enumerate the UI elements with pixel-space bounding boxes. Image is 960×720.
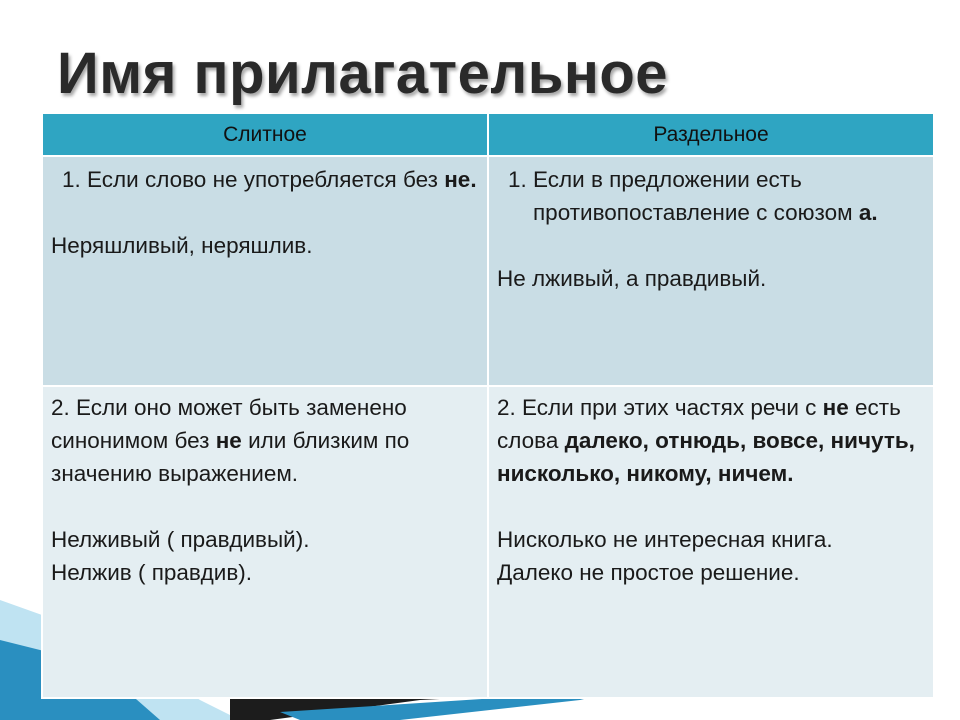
rule-example: Неряшливый, неряшлив. [51, 233, 313, 258]
spelling-rules-table [41, 112, 935, 699]
rule-keyword: не [215, 428, 242, 453]
rule-keyword-list: далеко, отнюдь, вовсе, ничуть, нисколько, никому, ничем. [497, 428, 915, 486]
rule-keyword: не [822, 395, 849, 420]
table-row [42, 386, 934, 698]
rule-example: Нелживый ( правдивый). [51, 527, 310, 552]
rule-text-part: есть слова [497, 395, 901, 453]
rule-text [497, 391, 925, 490]
rule-item [87, 163, 479, 196]
rule-text: Если слово не употребляется без [87, 167, 438, 192]
rule-example: Нисколько не интересная книга. [497, 527, 833, 552]
page-title: Имя прилагательное [57, 41, 669, 106]
rule-text: Если в предложении есть противопоставление с союзом [533, 167, 853, 225]
rule-list [51, 163, 479, 196]
rule-text [51, 391, 479, 490]
rule-keyword: не. [444, 167, 477, 192]
table-header-row [42, 113, 934, 156]
cell-merged-rule-2 [42, 386, 488, 698]
rule-example: Не лживый, а правдивый. [497, 266, 767, 291]
rule-text-part: 2. Если оно может быть заменено синонимом без [51, 395, 407, 453]
rule-list [497, 163, 925, 229]
table-row [42, 156, 934, 386]
rule-text-part: 2. Если при этих частях речи с [497, 395, 817, 420]
header-separate: Раздельное [488, 113, 934, 156]
rule-keyword: а. [858, 200, 878, 225]
rule-text-part: или близким по значению выражением. [51, 428, 410, 486]
cell-separate-rule-1 [488, 156, 934, 386]
rule-example: Нелжив ( правдив). [51, 560, 253, 585]
cell-merged-rule-1 [42, 156, 488, 386]
rule-item [533, 163, 925, 229]
cell-separate-rule-2 [488, 386, 934, 698]
rule-example: Далеко не простое решение. [497, 560, 800, 585]
header-merged: Слитное [42, 113, 488, 156]
